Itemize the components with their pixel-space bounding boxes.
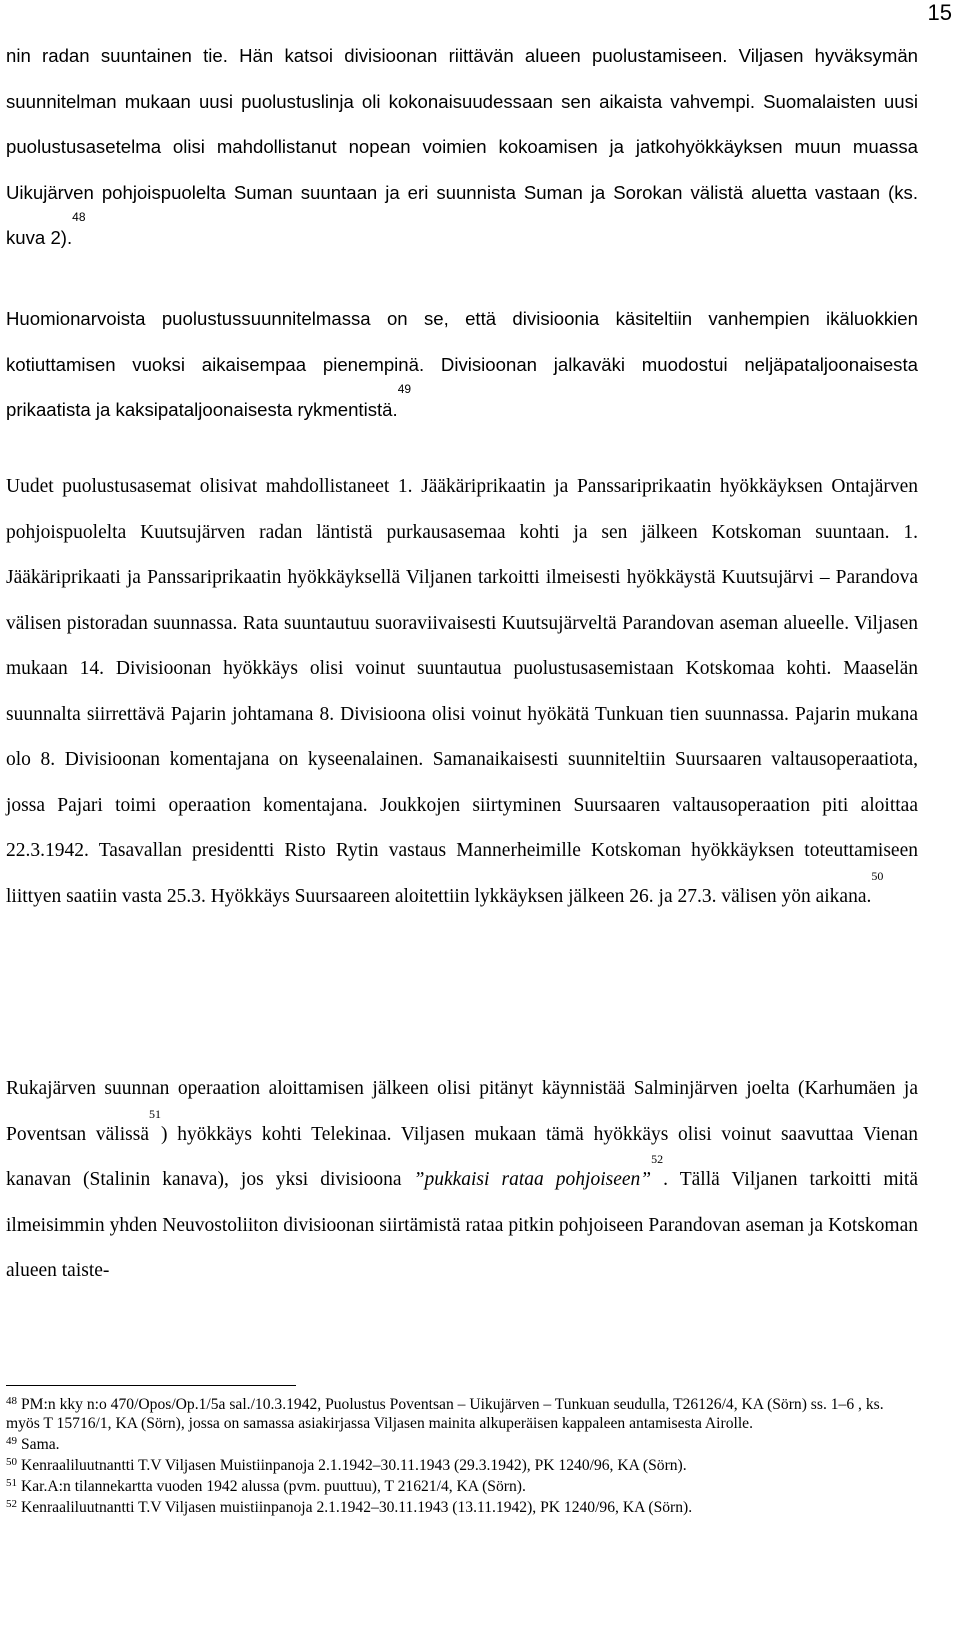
footnote-number: 48 <box>6 1395 17 1407</box>
page-number: 15 <box>927 0 952 25</box>
footnote-text: PM:n kky n:o 470/Opos/Op.1/5a sal./10.3.1942, Puolustus Poventsan – Uikujärven – Tunkuan seudulla, T26126/4, KA (Sörn) ss. 1–6 , ks. myös T 15716/1, KA (Sörn), jossa on samassa asiakirjassa Viljasen mainita alkuperäisen kappaleen antamisesta Airolle. <box>6 1396 884 1432</box>
footnote-51 <box>6 1477 916 1496</box>
paragraph-3-text: Uudet puolustusasemat olisivat mahdollistaneet 1. Jääkäriprikaatin ja Panssariprikaatin hyökkäyksen Ontajärven pohjoispuolelta Kuutsujärven radan läntistä purkausasemaa kohti ja sen jälkeen Kotskoman suuntaan. 1. Jääkäriprikaati ja Panssariprikaatin hyökkäyksellä Viljanen tarkoitti ilmeisesti hyökkäystä Kuutsujärvi – Parandova välisen pistoradan suunnassa. Rata suuntautuu suoraviivaisesti Kuutsujärveltä Parandovan aseman alueelle. Viljasen mukaan 14. Divisioonan hyökkäys olisi voinut suuntautua puolustusasemistaan Kotskomaa kohti. Maaselän suunnalta siirrettävä Pajarin johtamana 8. Divisioona olisi voinut hyökätä Tunkuan tien suunnassa. Pajarin mukana olo 8. Divisioonan komentajana on kyseenalainen. Samanaikaisesti suunniteltiin Suursaaren valtausoperaatiota, jossa Pajari toimi operaation komentajana. Joukkojen siirtyminen Suursaaren valtausoperaation piti aloittaa 22.3.1942. Tasavallan presidentti Risto Rytin vastaus Mannerheimille Kotskoman hyökkäyksen toteuttamiseen liittyen saatiin vasta 25.3. Hyökkäys Suursaareen aloitettiin lykkäyksen jälkeen 26. ja 27.3. välisen yön aikana. <box>6 476 918 907</box>
paragraph-4-text-b: ) hyökkäys kohti Telekinaa. Viljasen mukaan tämä hyökkäys olisi voinut saavuttaa Vienan kanavan (Stalinin kanava), jos yksi divisioona <box>6 1123 919 1190</box>
paragraph-4-text-a: Rukajärven suunnan operaation aloittamisen jälkeen olisi pitänyt käynnistää Salminjärven joelta (Karhumäen ja Poventsan välissä <box>6 1078 918 1145</box>
footnote-divider <box>6 1385 296 1386</box>
paragraph-2 <box>6 296 918 433</box>
footnote-text: Kenraaliluutnantti T.V Viljasen Muistiinpanoja 2.1.1942–30.11.1943 (29.3.1942), PK 1240/96, KA (Sörn). <box>21 1457 687 1474</box>
footnote-ref-50: 50 <box>871 868 884 883</box>
footnote-ref-48: 48 <box>72 210 86 224</box>
footnote-50 <box>6 1456 916 1475</box>
paragraph-4 <box>6 1066 918 1294</box>
paragraph-1-text: nin radan suuntainen tie. Hän katsoi divisioonan riittävän alueen puolustamiseen. Viljasen hyväksymän suunnitelman mukaan uusi puolustuslinja oli kokonaisuudessaan sen aikaista vahvempi. Suomalaisten uusi puolustusasetelma olisi mahdollistanut nopean voimien kokoamisen ja jatkohyökkäyksen muun muassa Uikujärven pohjoispuolelta Suman suuntaan ja eri suunnista Suman ja Sorokan välistä aluetta vastaan (ks. kuva 2). <box>6 45 918 248</box>
footnote-ref-52: 52 <box>651 1152 664 1166</box>
footnotes <box>6 1395 916 1519</box>
paragraph-1 <box>6 33 918 261</box>
footnote-text: Kar.A:n tilannekartta vuoden 1942 alussa (pvm. puuttuu), T 21621/4, KA (Sörn). <box>21 1478 526 1495</box>
paragraph-2-text: Huomionarvoista puolustussuunnitelmassa on se, että divisioonia käsiteltiin vanhempien ikäluokkien kotiuttamisen vuoksi aikaisempaa pienempinä. Divisioonan jalkaväki muodostui neljäpataljoonaisesta prikaatista ja kaksipataljoonaisesta rykmentistä. <box>6 308 918 420</box>
paragraph-3 <box>6 464 918 919</box>
footnote-text: Sama. <box>21 1436 60 1453</box>
footnote-number: 52 <box>6 1498 17 1510</box>
footnote-text: Kenraaliluutnantti T.V Viljasen muistiinpanoja 2.1.1942–30.11.1943 (13.11.1942), PK 1240/96, KA (Sörn). <box>21 1499 693 1516</box>
footnote-number: 51 <box>6 1477 17 1489</box>
paragraph-4-quote: ”pukkaisi rataa pohjoiseen” <box>413 1169 652 1190</box>
footnote-ref-51: 51 <box>148 1106 161 1121</box>
footnote-52 <box>6 1498 916 1517</box>
paragraph-4-text-c: . Tällä Viljanen tarkoitti mitä ilmeisimmin yhden Neuvostoliiton divisioonan siirtämistä rataa pitkin pohjoiseen Parandovan aseman ja Kotskoman alueen taiste- <box>6 1169 918 1281</box>
footnote-ref-49: 49 <box>397 382 412 396</box>
footnote-49 <box>6 1435 916 1454</box>
footnote-number: 49 <box>6 1435 17 1447</box>
footnote-48 <box>6 1395 916 1433</box>
footnote-number: 50 <box>6 1456 17 1468</box>
